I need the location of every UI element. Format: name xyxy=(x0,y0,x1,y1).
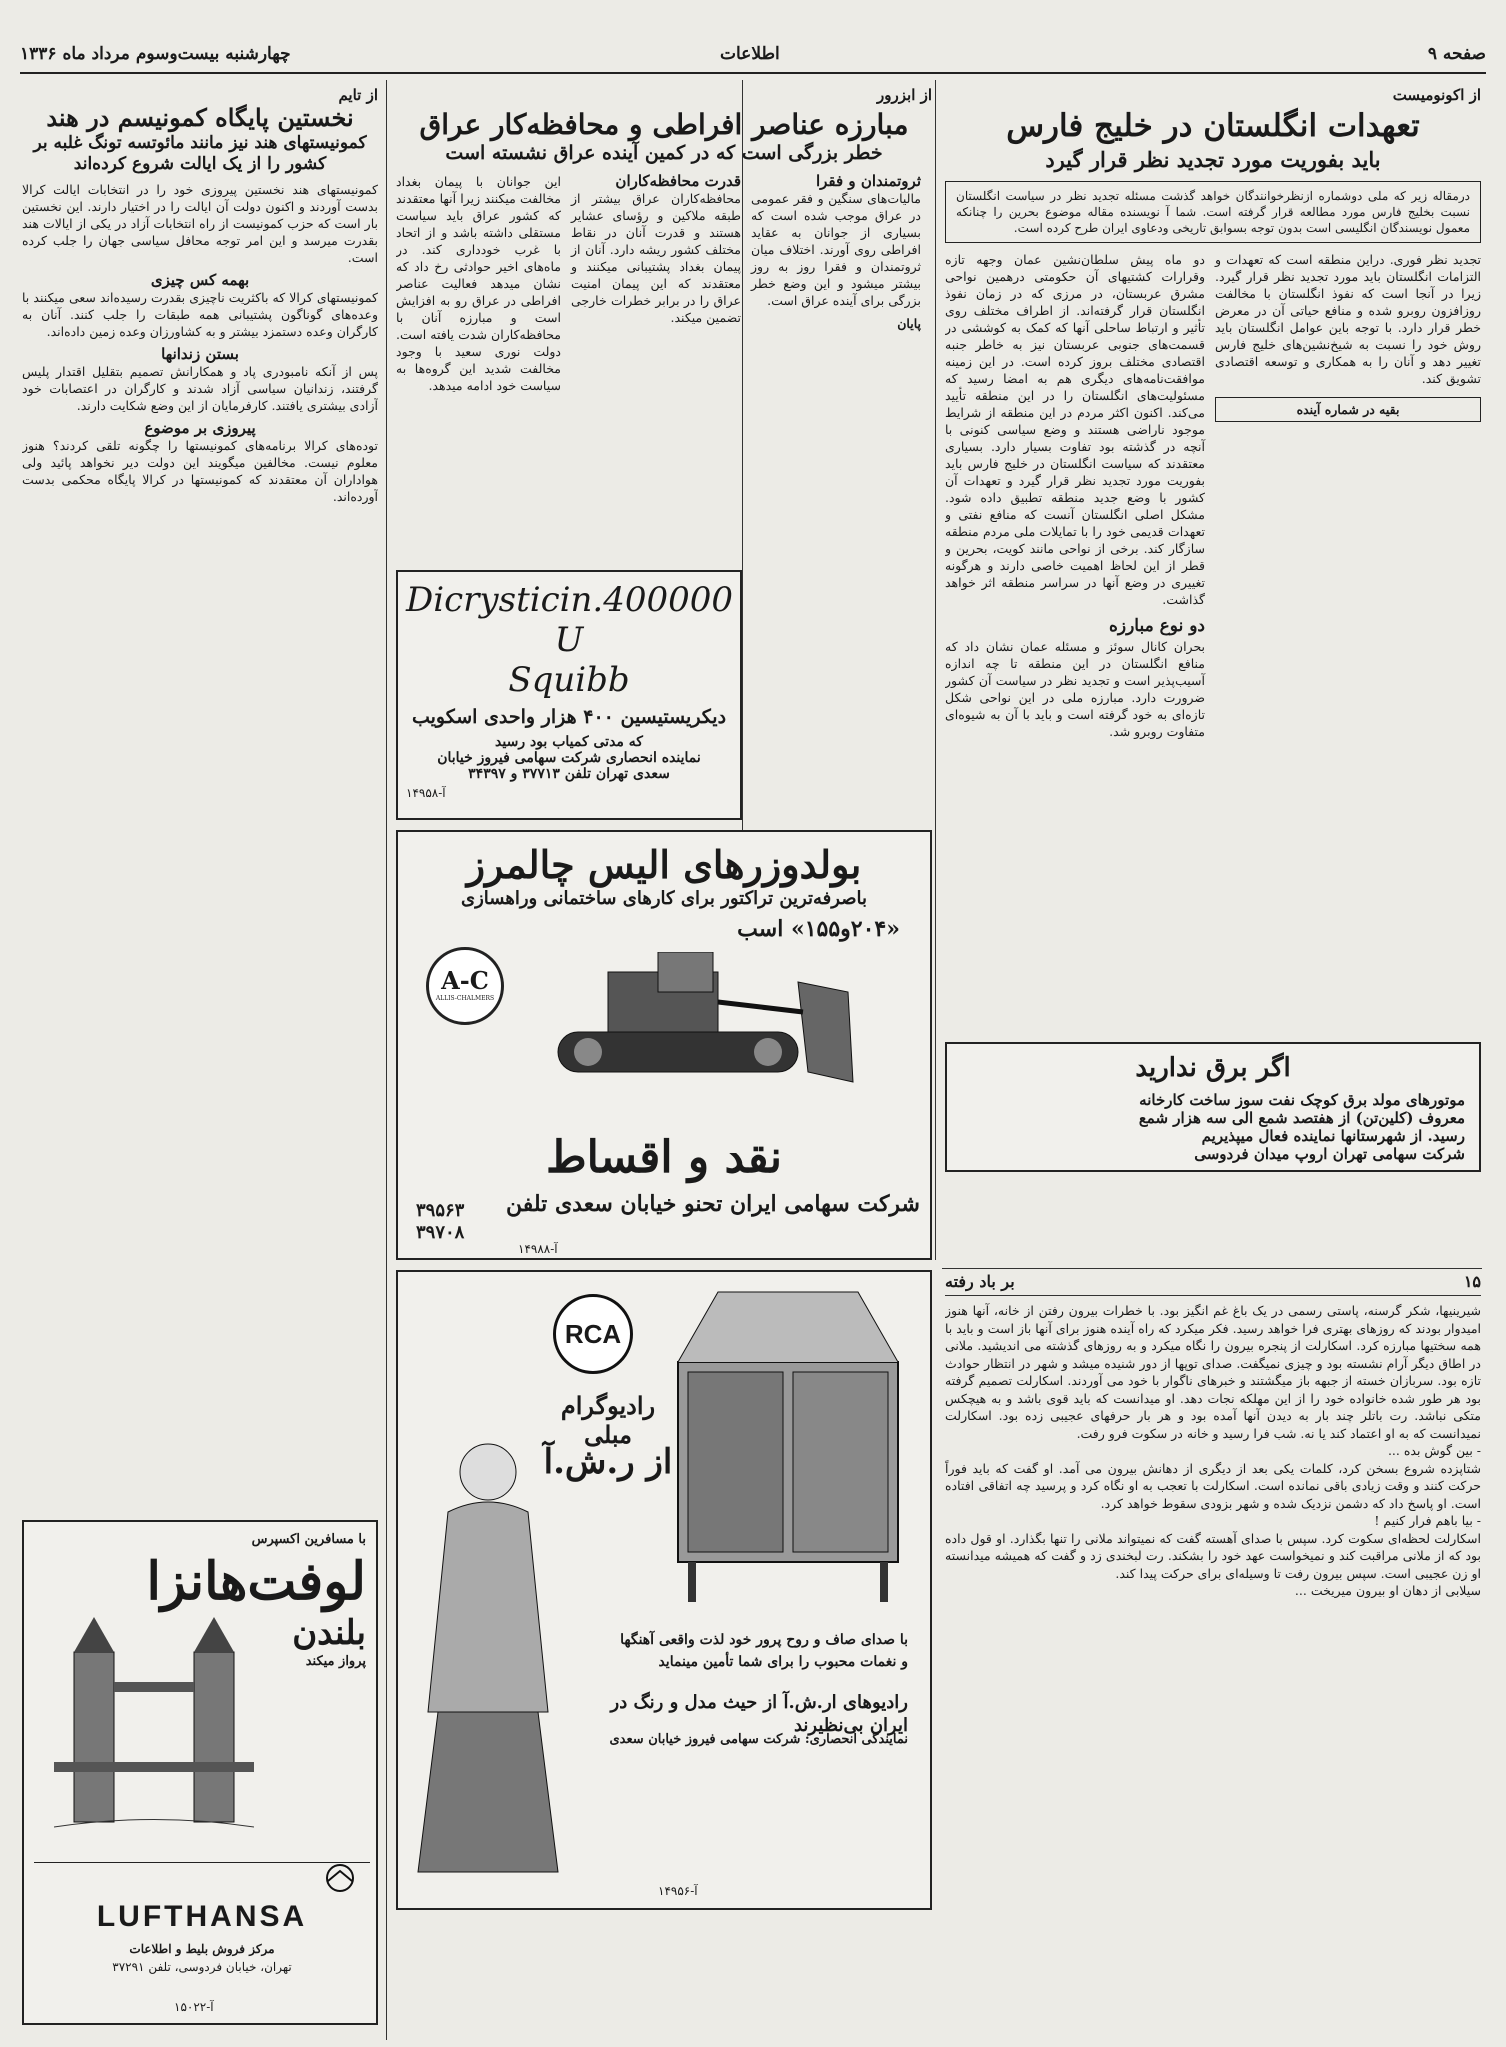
ad-line: سعدی تهران تلفن ۳۷۷۱۳ و ۳۴۳۹۷ xyxy=(468,765,670,782)
section-divider xyxy=(942,1268,1482,1269)
ad-line: معروف (کلین‌تن) از هفتصد شمع الی سه هزار شمع xyxy=(1138,1108,1465,1127)
radiogram-cabinet-illustration-icon xyxy=(668,1282,908,1612)
article-headline: مبارزه عناصر افراطی و محافظه‌کار عراق xyxy=(419,108,909,141)
ad-code: آ-۱۴۹۵۸ xyxy=(406,785,446,800)
ad-line: که مدتی کمیاب بود رسید xyxy=(495,733,643,750)
column-divider xyxy=(386,80,387,2040)
section-label: از ابزرور xyxy=(877,86,932,104)
bulldozer-illustration-icon xyxy=(518,952,858,1102)
ad-title: اگر برق ندارید xyxy=(1135,1053,1291,1083)
ad-line: و نغمات محبوب را برای شما تأمین مینماید xyxy=(658,1654,908,1670)
article-subhead: خطر بزرگی است که در کمین آینده عراق نشسته است xyxy=(445,141,883,164)
ad-line: مرکز فروش بلیط و اطلاعات xyxy=(129,1942,275,1956)
ad-tagline: با مسافرین اکسپرس xyxy=(251,1532,366,1547)
ad-code: آ-۱۴۹۸۸ xyxy=(518,1242,558,1256)
article-subheading: پیروزی بر موضوع xyxy=(144,419,256,438)
rca-logo-icon: RCA xyxy=(553,1294,633,1374)
ad-generators xyxy=(945,1042,1481,1172)
ad-terms: نقد و اقساط xyxy=(545,1132,783,1184)
serial-story xyxy=(945,1272,1481,2032)
story-body: شیرینیها، شکر گرسنه، پاستی رسمی در یک باغ غم انگیز بود. با خطرات بیرون رفتن از خانه، آنها هنوز امیدوار بودند که روزهای بهتری فرا خواهد رسید. فکر میکرد که راه آینده هنوز برای آنها باز است و باید با همه سختیها مبارزه کرد. اسکارلت از پنجره بیرون را نگاه میکرد و به روزهای گذشته می اندیشید. ملانی در اطاق دیگر آرام نشسته بود و چیزی نمیگفت. صدای توپها از دور شنیده میشد و شهر در انتظار حوادث تازه بود. سربازان خسته از جبهه باز میگشتند و خبرهای ناگوار با خود می آوردند. اسکارلت تصمیم گرفته بود هر طور شده خانواده خود را از این مهلکه نجات دهد. او میدانست که باید قوی باشد و به هیچکس متکی نباشد. رت باتلر چند بار به دیدن آنها آمده بود و هر بار حرفهای عجیبی زده بود. اسکارلت نمیدانست که به او اعتماد کند یا نه. شب فرا رسید و خانه در سکوت فرو رفت. - بین گوش بده ... شتاپزده شروع بسخن کرد، کلمات یکی بعد از دیگری از دهانش بیرون می آمد. او گفت که باید فوراً حرکت کنند و وقت زیادی باقی نمانده است. اسکارلت با تعجب به او نگاه کرد و پرسید چه اتفاقی افتاده است. او پاسخ داد که دشمن نزدیک شده و شهر بزودی سقوط خواهد کرد. - بیا باهم فرار کنیم ! اسکارلت لحظه‌ای سکوت کرد. سپس با صدای آهسته گفت که نمیتواند ملانی را تنها بگذارد. او قول داده بود که از ملانی مراقبت کند و نمیخواست عهد خود را بشکند. رت لبخندی زد و گفت که همیشه میدانسته او زن عجیبی است. سپس بیرون رفت تا وسیله‌ای برای حرکت پیدا کند. سیلابی از دهان او بیرون میریخت ... xyxy=(945,1303,1481,1598)
article-subhead: باید بفوریت مورد تجدید نظر قرار گیرد xyxy=(1045,147,1381,173)
article-body: دو ماه پیش سلطان‌نشین عمان وجهه تازه وقرارات کشتیهای آن حکومتی درهمین نواحی مشرق عربستان، در مرزی که در زمان نفوذ انگلستان قرار گرفته‌اند. از اطراف مختلف روی تأثیر و ارتباط ساحلی آنها که کمک به کوششی در قسمت‌های جنوبی عربستان نیز به خاطر جنبه اقتصادی مختلف بروز کرده است. در این زمینه موافقت‌نامه‌های دیگری هم به امضا رسید که مسئولیت‌های انگلستان را در این منطقه تأیید می‌کند. اکنون اکثر مردم در این منطقه از شرایط موجود ناراضی هستند و وضع سیاسی کنونی با آنچه در گذشته بود تفاوت بسیار دارد. بسیاری معتقدند که سیاست انگلستان در خلیج فارس باید بفوریت مورد تجدید نظر قرار گیرد و تعهدات آن کشور با وضع جدید منطقه تطبیق داده شود. مشکل اصلی انگلستان آنست که منافع نفتی و تعهدات قدیمی خود را با تمایلات ملی مردم منطقه سازگار کند. برخی از نواحی مانند کویت، بحرین و قطر از این لحاظ اهمیت خاصی دارند و هرگونه تغییری در وضع آنها در سراسر منطقه اثر خواهد گذاشت. دو نوع مبارزه بحران کانال سوئز و مسئله عمان نشان داد که منافع انگلستان در این منطقه تا چه اندازه آسیب‌پذیر است و تجدید نظر در سیاست آن کشور ضرورت دارد. مبارزه ملی در این نواحی شکل تازه‌ای به خود گرفته است و باید با آن به شیوه‌ای متفاوت روبرو شد. xyxy=(945,252,1205,739)
article-headline: نخستین پایگاه کمونیسم در هند xyxy=(46,103,354,132)
article-subheading: ثروتمندان و فقرا xyxy=(815,172,921,191)
ad-line: موتورهای مولد برق کوچک نفت سوز ساخت کارخانه xyxy=(1139,1090,1465,1109)
ad-dicrysticin xyxy=(396,570,742,820)
column-divider xyxy=(935,80,936,1260)
ad-allis-chalmers xyxy=(396,830,932,1260)
ad-line: نماینده انحصاری شرکت سهامی فیروز خیابان xyxy=(437,749,701,766)
ad-line: با صدای صاف و روح پرور خود لذت واقعی آهنگها xyxy=(620,1632,908,1648)
section-label: از تایم xyxy=(338,86,378,104)
ad-company: شرکت سهامی تهران اروپ میدان فردوسی xyxy=(1194,1144,1465,1163)
ad-brand-latin: LUFTHANSA xyxy=(96,1900,308,1933)
article-subheading: بستن زندانها xyxy=(161,345,239,364)
ad-model: «۲۰۴و۱۵۵» اسب xyxy=(737,916,900,943)
article-body: این جوانان با پیمان بغداد مخالفت میکنند زیرا آنها معتقدند که کشور عراق باید سیاست مستقلی داشته باشد و از اتحاد با غرب خودداری کند. در ماه‌های اخیر حوادثی رخ داد که نشان میدهد فعالیت عناصر افراطی در عراق رو به افزایش است و مبارزه آنان با محافظه‌کاران شدت یافته است. دولت نوری سعید با وجود مخالفت شدید این گروه‌ها به سیاست خود ادامه میدهد. xyxy=(396,174,561,394)
ad-rca xyxy=(396,1270,932,1910)
section-label: از اکونومیست xyxy=(1392,86,1481,104)
article-body-continued: تجدید نظر فوری. دراین منطقه است که تعهدات و التزامات انگلستان باید مورد تجدید نظر قرار گیرد. زیرا در آنجا است که نفوذ انگلستان با مخالفت روزافزون روبرو شده و منافع حیاتی آن در معرض خطر قرار دارد. با توجه باین عوامل انگلستان باید روش خود را نسبت به شیخ‌نشین‌های خلیج فارس تغییر دهد و آنان را به همکاری و توسعه اقتصادی تشویق کند. بقیه در شماره آینده xyxy=(1215,251,1481,739)
ad-company: شرکت سهامی ایران تحنو خیابان سعدی تلفن xyxy=(506,1190,920,1217)
ad-company: نمایندگی انحصاری: شرکت سهامی فیروز خیابان سعدی xyxy=(609,1732,908,1747)
article-observer xyxy=(396,86,932,556)
ad-line: پرواز میکند xyxy=(305,1654,366,1670)
ad-subtitle: باصرفه‌ترین تراکتور برای کارهای ساختمانی وراهسازی xyxy=(461,887,867,909)
article-subheading: قدرت محافظه‌کاران xyxy=(615,172,741,191)
article-body: ثروتمندان و فقرا مالیات‌های سنگین و فقر عمومی در عراق موجب شده است که بسیاری از جوانان به عقاید افراطی روی آورند. اختلاف میان ثروتمندان و فقرا روز به روز بیشتر میشود و این وضع خطر بزرگی برای آینده عراق است. پایان xyxy=(751,172,921,332)
ad-lufthansa xyxy=(22,1520,378,2025)
article-time xyxy=(22,86,378,1516)
article-subhead: کمونیستهای هند نیز مانند مائوتسه تونگ غلبه بر کشور را از یک ایالت شروع کرده‌اند xyxy=(33,132,367,175)
ad-code: آ-۱۴۹۵۶ xyxy=(658,1884,698,1898)
ad-phone: ۳۹۷۰۸ xyxy=(416,1222,465,1243)
story-episode-number: ۱۵ xyxy=(1463,1272,1481,1291)
tower-bridge-illustration-icon xyxy=(54,1612,254,1842)
ad-line: رادیوهای ار.ش.آ از حیث مدل و رنگ در ایران بی‌نظیرند xyxy=(610,1692,908,1736)
ad-phone: ۳۹۵۶۳ xyxy=(416,1200,465,1221)
article-headline: تعهدات انگلستان در خلیج فارس xyxy=(1006,108,1420,144)
continued-note: بقیه در شماره آینده xyxy=(1215,397,1481,422)
page-header xyxy=(20,38,1486,74)
article-body: قدرت محافظه‌کاران محافظه‌کاران عراق بیشتر از طبقه ملاکین و رؤسای عشایر هستند و قدرت آنان در نقاط مختلف کشور ریشه دارد. آنان از پیمان بغداد پشتیبانی میکنند و معتقدند که این پیمان امنیت عراق را در برابر خطرات خارجی تضمین میکند. xyxy=(571,172,741,326)
ad-title: لوفت‌هانزا xyxy=(146,1551,366,1612)
allis-chalmers-logo-icon: A-C ALLIS-CHALMERS xyxy=(426,947,504,1025)
story-title: بر باد رفته xyxy=(945,1272,1015,1291)
ad-brand: از ر.ش.آ xyxy=(543,1442,673,1482)
ad-product-latin: Dicrysticin.400000 U xyxy=(406,580,734,660)
ad-title: رادیوگرام مبلی xyxy=(560,1391,656,1449)
ad-brand-latin: Squibb xyxy=(508,660,630,700)
ad-destination: بلندن xyxy=(292,1613,366,1654)
editor-note: درمقاله زیر که ملی دوشماره ازنظرخوانندگان خواهد گذشت مسئله تجدید نظر در سیاست انگلستان نسبت بخلیج فارس مورد مطالعه قرار گرفته است. شما آ نویسنده مقاله موضوع بحرین را چنانکه معمول نویسندگان انگلیسی است بدون توجه بسوابق تاریخی ودعاوی ایران طرح کرده است. xyxy=(945,181,1481,243)
lufthansa-crane-logo-icon xyxy=(34,1862,370,1896)
article-subheading: دو نوع مبارزه xyxy=(1108,616,1205,637)
issue-date: چهارشنبه بیست‌وسوم مرداد ماه ۱۳۳۶ xyxy=(20,44,291,64)
ad-code: آ-۱۵۰۲۲ xyxy=(174,2000,214,2014)
ad-product-fa: دیکریستیسین ۴۰۰ هزار واحدی اسکویب xyxy=(411,706,727,728)
article-subheading: بهمه کس چیزی xyxy=(150,271,250,290)
ad-title: بولدوزرهای الیس چالمرز xyxy=(466,842,862,887)
page-number: صفحه ۹ xyxy=(1427,44,1486,64)
ad-line: رسید. از شهرستانها نماینده فعال میپذیریم xyxy=(1201,1126,1465,1145)
article-body: کمونیستهای هند نخستین پیروزی خود را در انتخابات ایالت کرالا بدست آوردند و اکنون دولت آن ایالت را در اختیار دارند. این نخستین بار است که حزب کمونیست از راه انتخابات آزاد در یکی از ایالات هند بقدرت میرسد و این امر توجه محافل سیاسی جهان را جلب کرده است. بهمه کس چیزی کمونیستهای کرالا که باکثریت ناچیزی بقدرت رسیده‌اند سعی میکنند با وعده‌های گوناگون پشتیبانی همه طبقات را جلب کنند. آنان به کارگران وعده دستمزد بیشتر و به کشاورزان وعده زمین داده‌اند. بستن زندانها پس از آنکه نامبودری پاد و همکارانش تصمیم بتقلیل اقتدار پلیس گرفتند، زندانیان سیاسی آزاد شدند و کارگران در اعتصابات خود آزادی بیشتری یافتند. کارفرمایان از این وضع شکایت دارند. پیروزی بر موضوع توده‌های کرالا برنامه‌های کمونیستها را چگونه تلقی کردند؟ هنوز معلوم نیست. مخالفین میگویند این دولت دیر نخواهد پائید ولی هواداران آن معتقدند که کمونیستها در کرالا پایگاه محکمی بدست آورده‌اند. xyxy=(22,182,378,505)
paper-name: اطلاعات xyxy=(720,44,780,64)
end-mark: پایان xyxy=(897,316,921,332)
ad-line: تهران، خیابان فردوسی، تلفن ۳۷۲۹۱ xyxy=(112,1960,292,1974)
